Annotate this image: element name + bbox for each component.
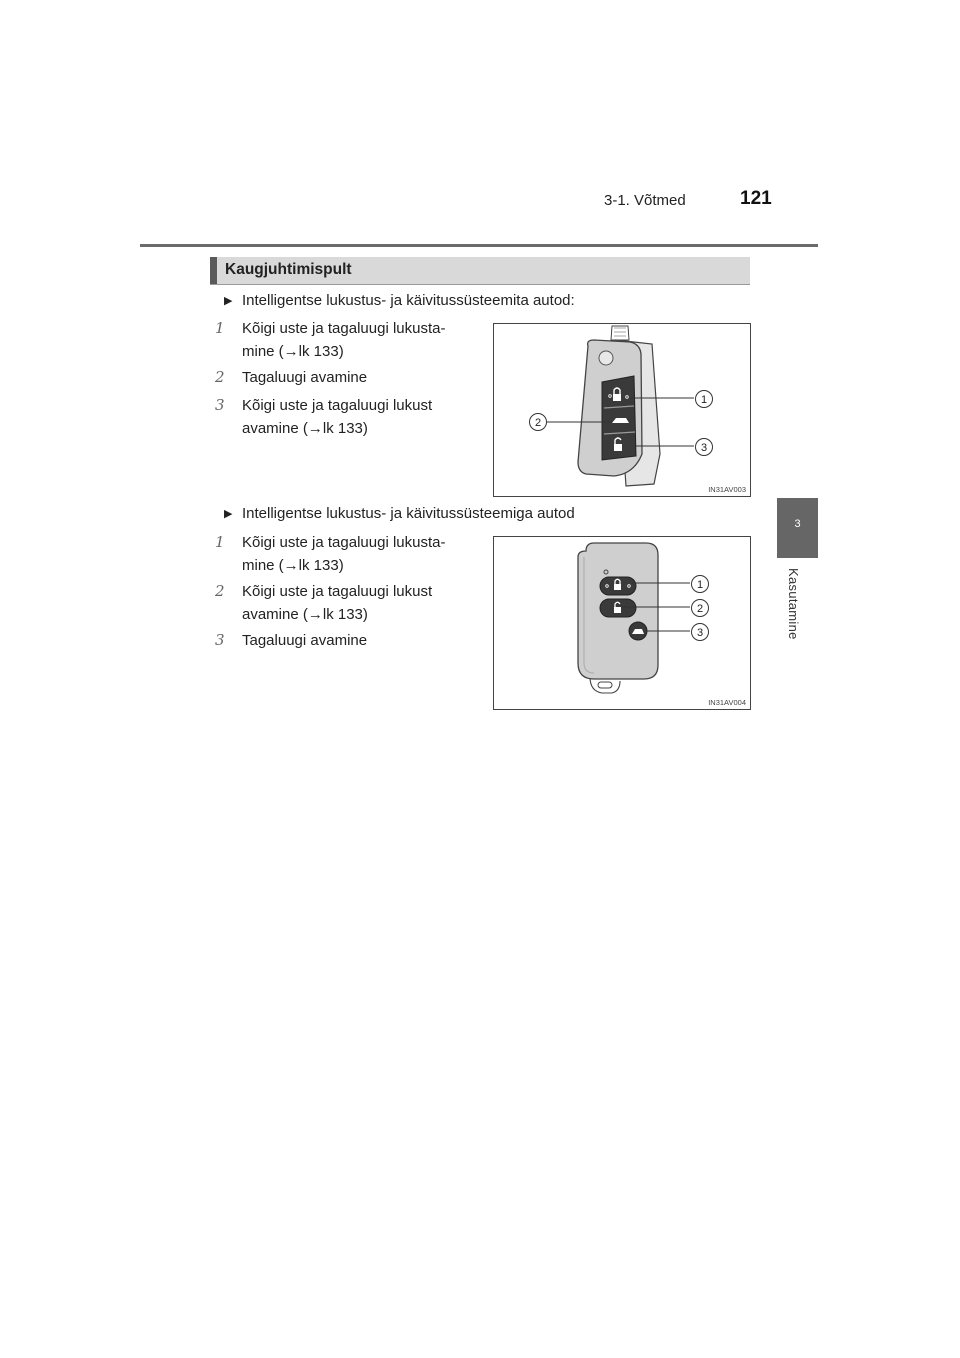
group2-item3-line1: Tagaluugi avamine	[242, 632, 368, 649]
group2-item2	[242, 580, 480, 626]
header-rule	[140, 244, 818, 247]
figure-smart-key	[493, 536, 751, 710]
group1-intro	[224, 292, 575, 309]
group2-item1-number: 1	[215, 533, 225, 551]
group1-item2-line1: Tagaluugi avamine	[242, 369, 368, 386]
flip-key-illustration	[494, 324, 750, 496]
group2-item1-line2: mine (→lk 133)	[242, 557, 344, 574]
figure-flip-key	[493, 323, 751, 497]
fig1-callout-3: 3	[700, 442, 708, 454]
chapter-label: Kasutamine	[786, 568, 801, 640]
fig2-callout-1: 1	[696, 579, 704, 591]
triangle-bullet-icon: ▶	[224, 508, 233, 520]
group2-intro	[224, 505, 575, 522]
group2-item3	[242, 629, 480, 652]
smart-key-illustration	[494, 537, 750, 709]
group1-intro-text: Intelligentse lukustus- ja käivitussüsteemita autod:	[242, 292, 575, 309]
group2-item1	[242, 531, 480, 577]
section-title-underline	[210, 284, 750, 285]
group1-item1-number: 1	[215, 319, 225, 337]
group2-item2-line2: avamine (→lk 133)	[242, 606, 368, 623]
fig2-callout-2: 2	[696, 603, 704, 615]
fig2-callout-3: 3	[696, 627, 704, 639]
group1-item1	[242, 317, 480, 363]
section-title: Kaugjuhtimispult	[225, 261, 352, 278]
group2-item1-line1: Kõigi uste ja tagaluugi lukusta-	[242, 534, 446, 551]
running-header-section: 3-1. Võtmed	[604, 192, 686, 209]
section-title-bar	[210, 257, 750, 284]
chapter-number: 3	[794, 518, 801, 530]
group2-item3-number: 3	[215, 631, 225, 649]
fig1-callout-2: 2	[534, 417, 542, 429]
fig1-callout-1: 1	[700, 394, 708, 406]
group1-item1-line1: Kõigi uste ja tagaluugi lukusta-	[242, 320, 446, 337]
group2-item2-number: 2	[215, 582, 225, 600]
page-number: 121	[740, 188, 772, 209]
group2-item2-line1: Kõigi uste ja tagaluugi lukust	[242, 583, 433, 600]
fig1-code: IN31AV003	[708, 485, 746, 494]
group1-item1-line2: mine (→lk 133)	[242, 343, 344, 360]
group1-item3-line2: avamine (→lk 133)	[242, 420, 368, 437]
group2-intro-text: Intelligentse lukustus- ja käivitussüsteemiga autod	[242, 505, 575, 522]
group1-item3-line1: Kõigi uste ja tagaluugi lukust	[242, 397, 433, 414]
triangle-bullet-icon: ▶	[224, 295, 233, 307]
group1-item2-number: 2	[215, 368, 225, 386]
section-title-accent	[210, 257, 217, 284]
group1-item3	[242, 394, 480, 440]
group1-item3-number: 3	[215, 396, 225, 414]
fig2-code: IN31AV004	[708, 698, 746, 707]
group1-item2	[242, 366, 480, 389]
